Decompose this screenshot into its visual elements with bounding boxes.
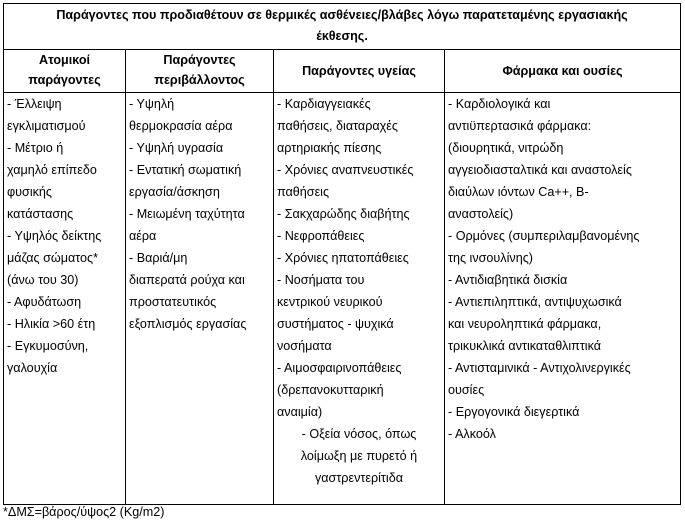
header-row bbox=[4, 50, 681, 93]
list-line: - Υψηλή bbox=[129, 97, 175, 111]
list-line: γαστρεντερίτιδα bbox=[314, 471, 403, 485]
content-row bbox=[4, 93, 681, 505]
environmental-factors-cell bbox=[126, 93, 274, 505]
list-line: - Εργογονικά διεγερτικά bbox=[448, 405, 580, 419]
list-line: της ινσουλίνης) bbox=[448, 251, 533, 265]
list-line: φυσικής bbox=[7, 185, 52, 199]
list-line: - Έλλειψη bbox=[7, 97, 62, 111]
list-line: τρικυκλικά αντικαταθλιπτικά bbox=[448, 339, 602, 353]
list-line: συστήματος - ψυχικά bbox=[277, 317, 394, 331]
health-factors-cell bbox=[274, 93, 445, 505]
title-line: Παράγοντες που προδιαθέτουν σε θερμικές ασθένειες/βλάβες λόγω παρατεταμένης εργασιακής bbox=[56, 8, 628, 22]
list-line: παθήσεις bbox=[277, 185, 330, 199]
individual-factors-list bbox=[7, 93, 122, 379]
list-line: - Αντισταμινικά - Αντιχολινεργικές bbox=[448, 361, 631, 375]
risk-factors-table bbox=[3, 3, 681, 505]
header-environmental-factors: Παράγοντες περιβάλλοντος bbox=[126, 50, 274, 93]
list-line: παθήσεις, διαταραχές bbox=[277, 119, 398, 133]
title-line: έκθεσης. bbox=[316, 29, 368, 43]
list-line: εργασία/άσκηση bbox=[129, 185, 220, 199]
list-line: - Αιμοσφαιρινοπάθειες bbox=[277, 361, 402, 375]
list-line: - Ορμόνες (συμπεριλαμβανομένης bbox=[448, 229, 640, 243]
list-line: αναιμία) bbox=[277, 405, 323, 419]
list-line: - Καρδιαγγειακές bbox=[277, 97, 371, 111]
list-line: - Σακχαρώδης διαβήτης bbox=[277, 207, 410, 221]
list-line: διαύλων ιόντων Ca++, B- bbox=[448, 185, 589, 199]
list-line: (άνω του 30) bbox=[7, 273, 79, 287]
list-line: - Αντιδιαβητικά δισκία bbox=[448, 273, 568, 287]
list-line: - Οξεία νόσος, όπως bbox=[301, 427, 417, 441]
list-line: προστατευτικός bbox=[129, 295, 217, 309]
header-health-factors: Παράγοντες υγείας bbox=[274, 50, 445, 93]
bmi-footnote: *ΔΜΣ=βάρος/ύψος2 (Kg/m2) bbox=[3, 505, 165, 519]
list-line: αναστολείς) bbox=[448, 207, 514, 221]
list-line: - Χρόνιες ηπατοπάθειες bbox=[277, 251, 409, 265]
list-line: - Αλκοόλ bbox=[448, 427, 496, 441]
table-title bbox=[4, 4, 681, 50]
list-line: ουσίες bbox=[448, 383, 485, 397]
list-line: - Νοσήματα του bbox=[277, 273, 365, 287]
list-line: αγγειοδιασταλτικά και αναστολείς bbox=[448, 163, 632, 177]
list-line: - Εγκυμοσύνη, bbox=[7, 339, 89, 353]
drugs-substances-list bbox=[448, 93, 677, 445]
list-line: και νευροληπτικά φάρμακα, bbox=[448, 317, 602, 331]
list-line: μάζας σώματος* bbox=[7, 251, 99, 265]
list-line: - Αντιεπιληπτικά, αντιψυχωσικά bbox=[448, 295, 622, 309]
list-line: - Χρόνιες αναπνευστικές bbox=[277, 163, 414, 177]
list-line: αέρα bbox=[129, 229, 157, 243]
list-line: (διουρητικά, νιτρώδη bbox=[448, 141, 564, 155]
list-line: αντιϋπερτασικά φάρμακα: bbox=[448, 119, 592, 133]
health-factors-list bbox=[277, 93, 441, 423]
drugs-substances-cell bbox=[445, 93, 681, 505]
list-line: διαπερατά ρούχα και bbox=[129, 273, 245, 287]
list-line: - Αφυδάτωση bbox=[7, 295, 82, 309]
title-row bbox=[4, 4, 681, 50]
list-line: - Εντατική σωματική bbox=[129, 163, 242, 177]
list-line: εγκλιματισμού bbox=[7, 119, 86, 133]
list-line: - Βαριά/μη bbox=[129, 251, 188, 265]
list-line: χαμηλό επίπεδο bbox=[7, 163, 97, 177]
list-line: (δρεπανοκυτταρική bbox=[277, 383, 384, 397]
list-line: - Καρδιολογικά και bbox=[448, 97, 551, 111]
list-line: κατάστασης bbox=[7, 207, 74, 221]
list-line: γαλουχία bbox=[7, 361, 58, 375]
list-line: - Μειωμένη ταχύτητα bbox=[129, 207, 245, 221]
list-line: - Μέτριο ή bbox=[7, 141, 64, 155]
individual-factors-cell bbox=[4, 93, 126, 505]
list-line: - Υψηλός δείκτης bbox=[7, 229, 102, 243]
list-line: λοίμωξη με πυρετό ή bbox=[300, 449, 418, 463]
list-line: θερμοκρασία αέρα bbox=[129, 119, 233, 133]
health-factors-tail bbox=[277, 423, 441, 489]
list-line: εξοπλισμός εργασίας bbox=[129, 317, 247, 331]
list-line: - Νεφροπάθειες bbox=[277, 229, 365, 243]
list-line: - Ηλικία >60 έτη bbox=[7, 317, 96, 331]
header-individual-factors: Ατομικοί παράγοντες bbox=[4, 50, 126, 93]
header-drugs-substances: Φάρμακα και ουσίες bbox=[445, 50, 681, 93]
list-line: κεντρικού νευρικού bbox=[277, 295, 383, 309]
environmental-factors-list bbox=[129, 93, 270, 335]
list-line: νοσήματα bbox=[277, 339, 332, 353]
list-line: αρτηριακής πίεσης bbox=[277, 141, 382, 155]
list-line: - Υψηλή υγρασία bbox=[129, 141, 224, 155]
